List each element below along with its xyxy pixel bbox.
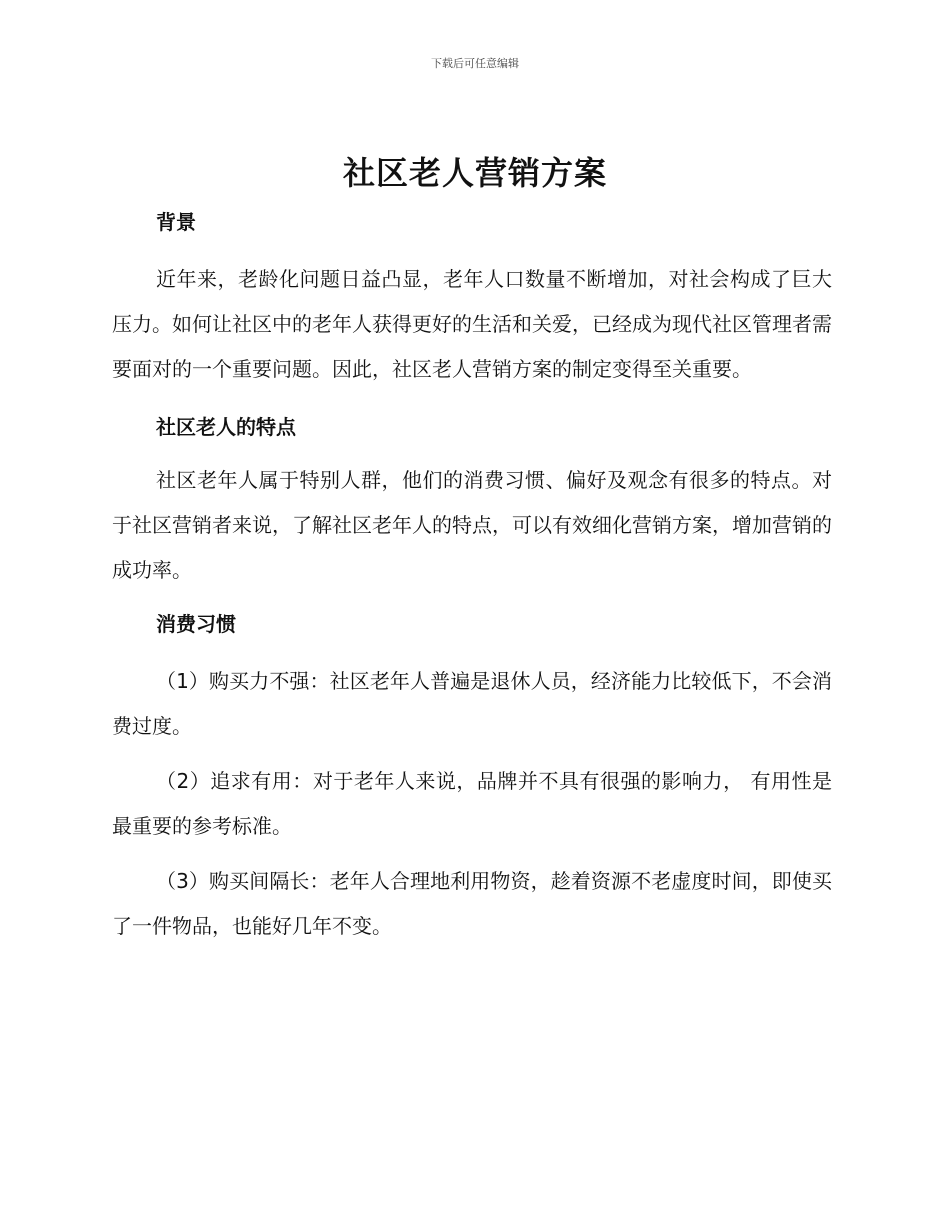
page-header-note: 下载后可任意编辑 xyxy=(431,57,519,70)
list-item-pursue-usefulness: （2）追求有用：对于老年人来说，品牌并不具有很强的影响力， 有用性是最重要的参考标准。 xyxy=(112,769,832,838)
section-heading-consumption-habits: 消费习惯 xyxy=(156,612,236,636)
document-body xyxy=(112,200,832,949)
list-item-purchasing-power: （1）购买力不强：社区老年人普遍是退休人员，经济能力比较低下，不会消费过度。 xyxy=(112,669,832,738)
section-paragraph-background: 近年来，老龄化问题日益凸显，老年人口数量不断增加，对社会构成了巨大压力。如何让社区中的老年人获得更好的生活和关爱，已经成为现代社区管理者需要面对的一个重要问题。因此，社区老人营销方案的制定变得至关重要。 xyxy=(112,267,832,381)
section-heading-characteristics: 社区老人的特点 xyxy=(156,415,296,439)
document-title: 社区老人营销方案 xyxy=(342,154,607,192)
list-item-purchase-interval: （3）购买间隔长：老年人合理地利用物资，趁着资源不老虚度时间，即使买了一件物品，也能好几年不变。 xyxy=(112,869,832,938)
section-paragraph-characteristics: 社区老年人属于特别人群，他们的消费习惯、偏好及观念有很多的特点。对于社区营销者来说，了解社区老年人的特点，可以有效细化营销方案，增加营销的成功率。 xyxy=(112,468,832,582)
section-heading-background: 背景 xyxy=(156,210,196,234)
